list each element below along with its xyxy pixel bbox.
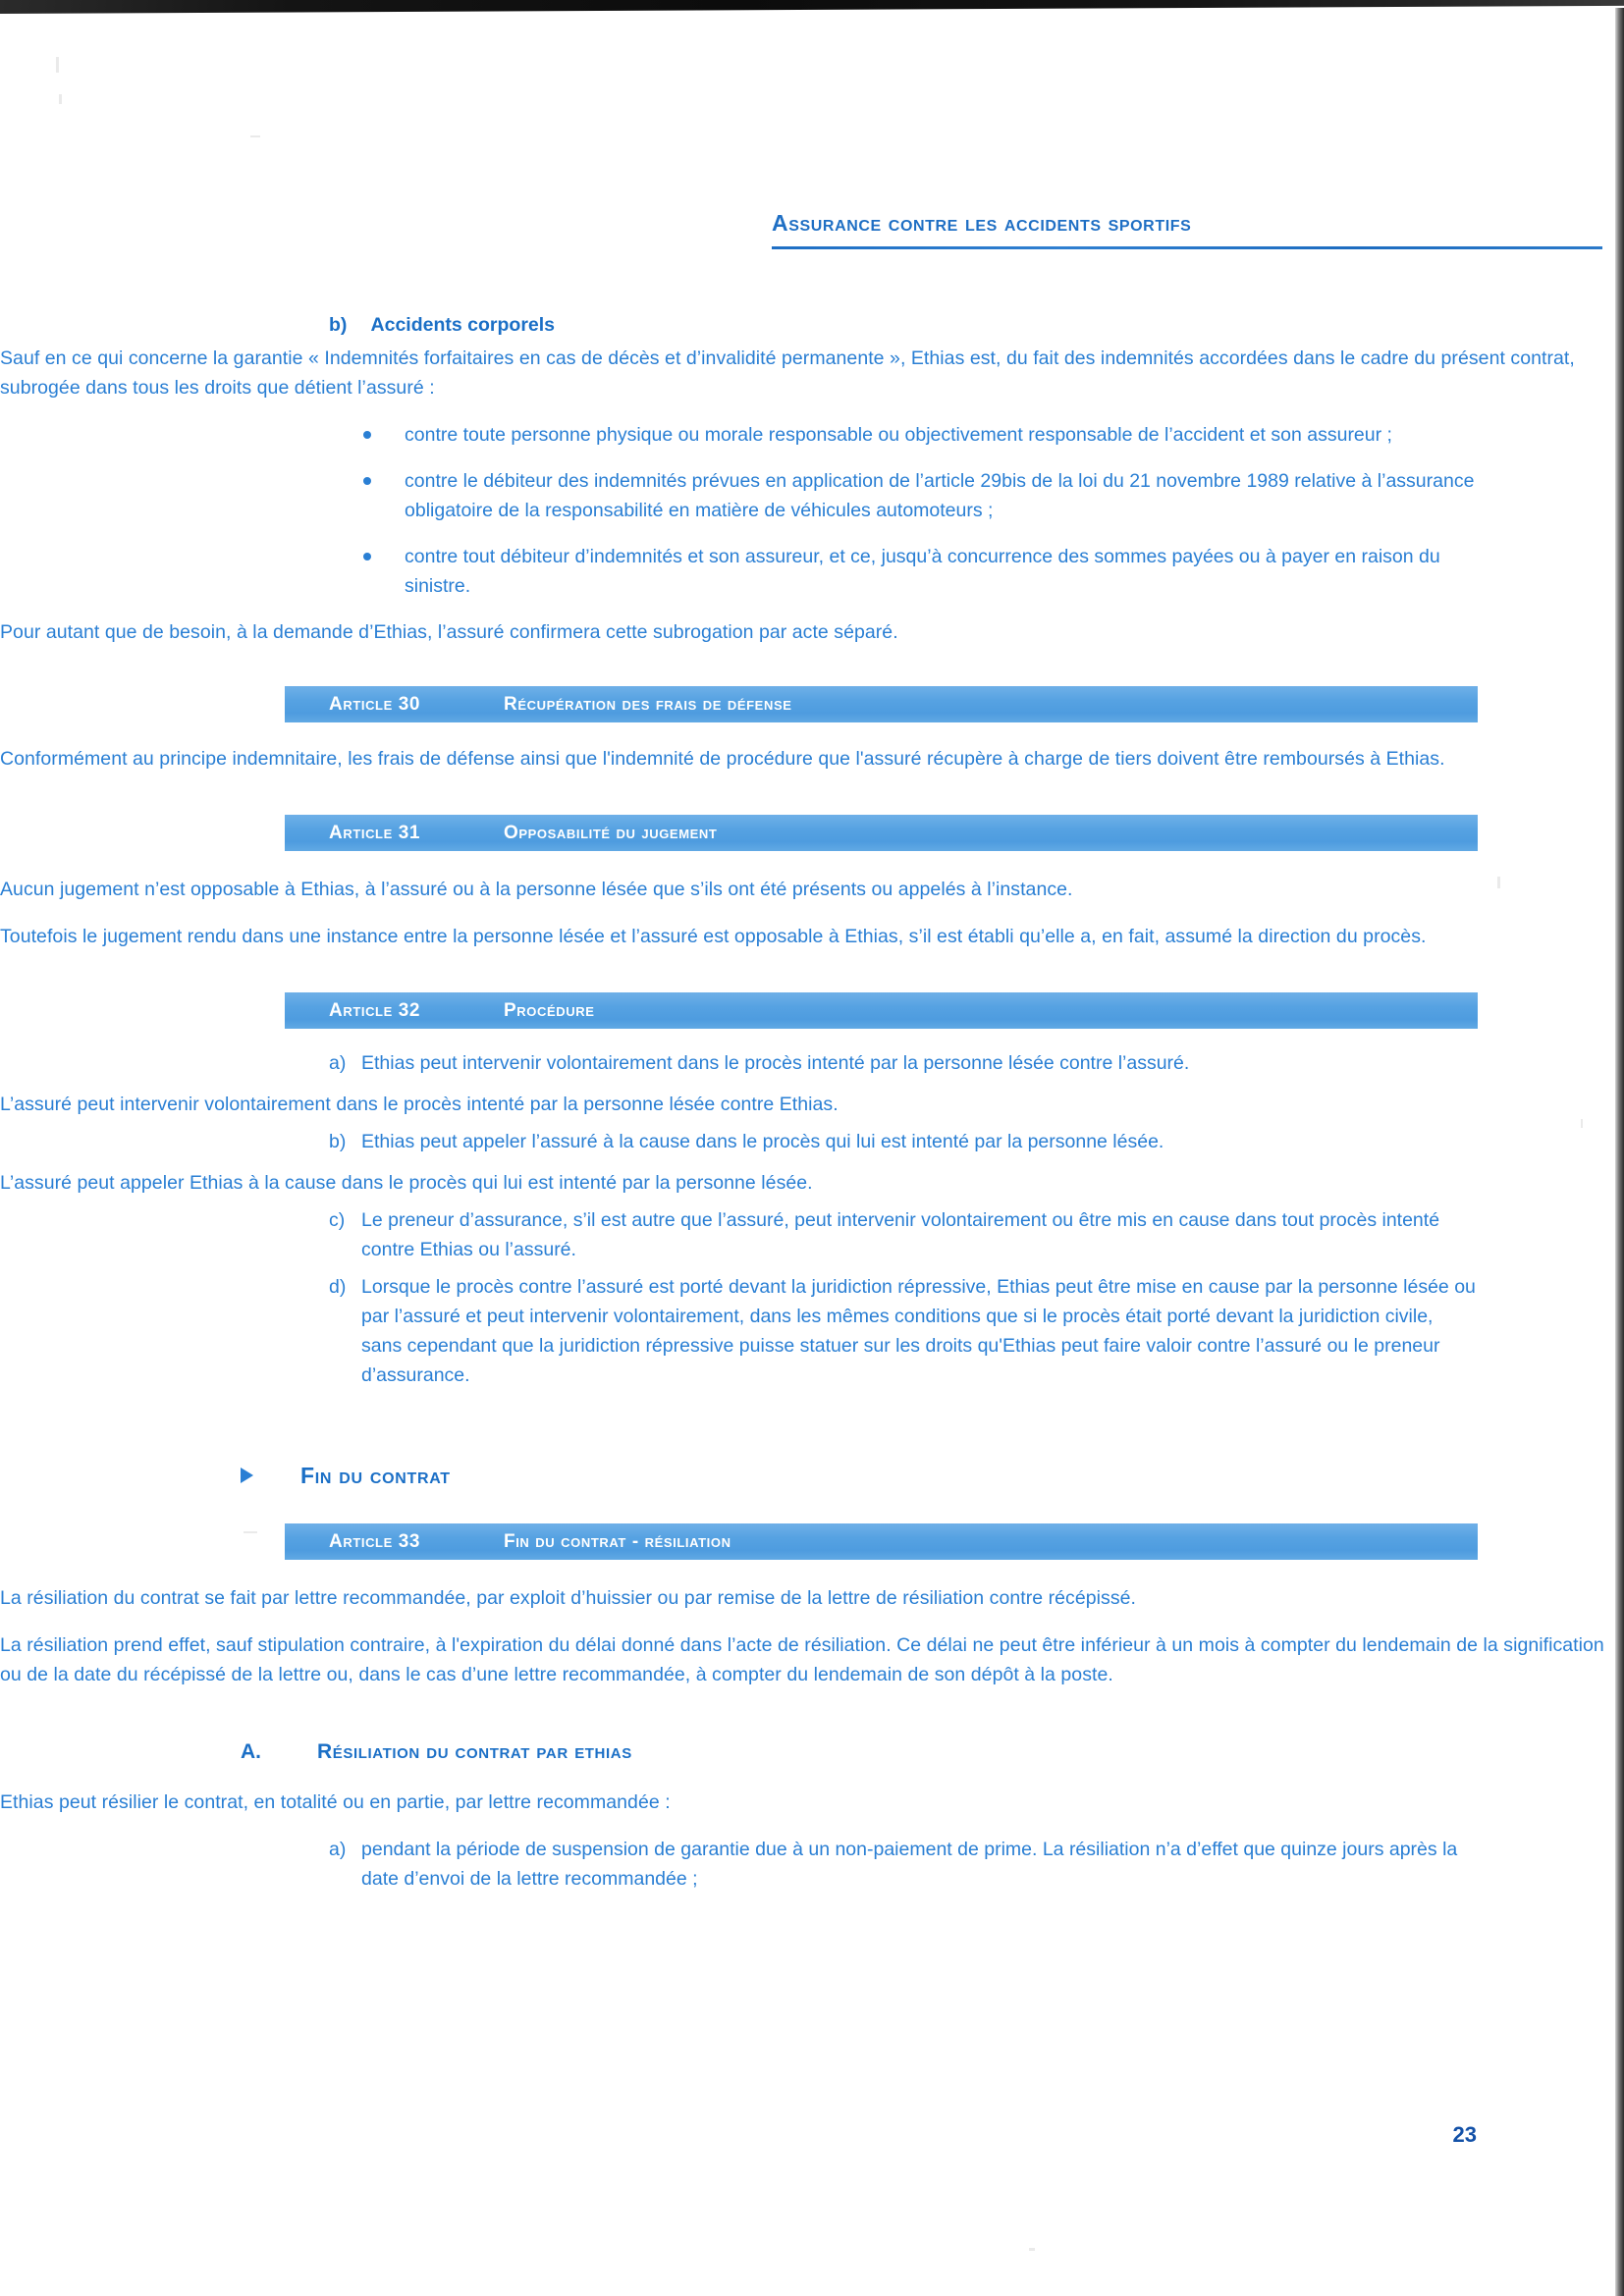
list-item (405, 466, 1477, 525)
article-33-bar (285, 1523, 1478, 1560)
subsection-b-bullet-list (0, 420, 1477, 601)
article-31-bar (285, 815, 1478, 851)
running-head-rule (772, 246, 1602, 249)
section-a-item-a (329, 1835, 1477, 1894)
section-a-heading (241, 1740, 1624, 1764)
list-item (405, 420, 1477, 450)
subsection-b-intro: Sauf en ce qui concerne la garantie « Indemnités forfaitaires en cas de décès et d’invalidité permanente », Ethias est, du fait des indemnités accordées dans le cadre du présent contrat, subrogée dans tous les droits que détient l’assuré : (0, 347, 1575, 399)
list-item-text: Le preneur d’assurance, s’il est autre que l’assuré, peut intervenir volontairement ou être mis en cause dans tout procès intenté contre Ethias ou l’assuré. (361, 1209, 1440, 1260)
article-33-paragraph-2: La résiliation prend effet, sauf stipulation contraire, à l'expiration du délai donné dans l’acte de résiliation. Ce délai ne peut être inférieur à un mois à compter du lendemain de la signification ou de la date du récépissé de la lettre ou, dans le cas d’une lettre recommandée, à compter du lendemain de son dépôt à la poste. (0, 1634, 1604, 1685)
list-item-text: contre tout débiteur d’indemnités et son assureur, et ce, jusqu’à concurrence des sommes payées ou à payer en raison du sinistre. (405, 546, 1440, 597)
list-marker: a) (329, 1839, 347, 1860)
list-item-text: Ethias peut appeler l’assuré à la cause dans le procès qui lui est intenté par la personne lésée. (361, 1131, 1164, 1152)
section-a-letter: A. (241, 1740, 261, 1763)
list-marker: b) (329, 1131, 347, 1152)
list-item (405, 542, 1477, 601)
article-30-number: Article 30 (329, 693, 421, 715)
article-32-item-b (329, 1127, 1477, 1156)
list-marker: c) (329, 1209, 346, 1231)
article-32-item-d (329, 1272, 1477, 1390)
article-30-title: récupération des frais de défense (504, 693, 792, 715)
article-31-number: Article 31 (329, 822, 421, 843)
article-32-item-c (329, 1205, 1477, 1264)
article-31-paragraph-2: Toutefois le jugement rendu dans une instance entre la personne lésée et l’assuré est opposable à Ethias, s’il est établi qu’elle a, en fait, assumé la direction du procès. (0, 926, 1427, 947)
bullet-icon (363, 477, 371, 485)
running-head (772, 210, 1604, 249)
chapter-heading-fin-du-contrat (241, 1459, 1624, 1492)
article-31-paragraph-1: Aucun jugement n’est opposable à Ethias, à l’assuré ou à la personne lésée que s’ils ont été présents ou appelés à l’instance. (0, 879, 1073, 900)
bullet-icon (363, 431, 371, 439)
list-marker: d) (329, 1276, 347, 1298)
running-head-title: Assurance contre les accidents sportifs (772, 210, 1192, 236)
article-30-bar (285, 686, 1478, 722)
chapter-title: Fin du contrat (300, 1462, 451, 1488)
article-31-title: opposabilité du jugement (504, 822, 718, 843)
list-item-text: Lorsque le procès contre l’assuré est porté devant la juridiction répressive, Ethias peut être mise en cause par la personne lésée ou par l’assuré et peut intervenir volontairement, dans les mêmes conditions que si le procès était porté devant la juridiction civile, sans cependant que la juridiction répressive puisse statuer sur les droits qu'Ethias peut faire valoir contre l’assuré ou le preneur d’assurance. (361, 1276, 1476, 1386)
article-32-number: Article 32 (329, 999, 421, 1021)
article-32-item-a (329, 1048, 1477, 1078)
article-33-paragraph-1: La résiliation du contrat se fait par lettre recommandée, par exploit d’huissier ou par remise de la lettre de résiliation contre récépissé. (0, 1587, 1136, 1609)
article-32-item-a-follow: L’assuré peut intervenir volontairement dans le procès intenté par la personne lésée contre Ethias. (0, 1094, 839, 1115)
section-a-intro: Ethias peut résilier le contrat, en totalité ou en partie, par lettre recommandée : (0, 1791, 671, 1813)
article-33-title: fin du contrat - résiliation (504, 1530, 731, 1552)
triangle-right-icon (241, 1468, 253, 1483)
list-item-text: contre le débiteur des indemnités prévues en application de l’article 29bis de la loi du 21 novembre 1989 relative à l’assurance obligatoire de la responsabilité en matière de véhicules automoteurs ; (405, 470, 1475, 521)
article-30-paragraph: Conformément au principe indemnitaire, les frais de défense ainsi que l'indemnité de procédure que l'assuré récupère à charge de tiers doivent être remboursés à Ethias. (0, 748, 1445, 770)
subsection-b-closing: Pour autant que de besoin, à la demande d’Ethias, l’assuré confirmera cette subrogation par acte séparé. (0, 621, 898, 643)
body-column (0, 310, 1624, 1894)
article-32-title: procédure (504, 999, 595, 1021)
list-item-text: pendant la période de suspension de garantie due à un non-paiement de prime. La résiliation n’a d’effet que quinze jours après la date d’envoi de la lettre recommandée ; (361, 1839, 1458, 1890)
list-item-text: Ethias peut intervenir volontairement dans le procès intenté par la personne lésée contre l’assuré. (361, 1052, 1190, 1074)
subsection-b-title: Accidents corporels (370, 314, 556, 336)
section-a-title: résiliation du contrat par ethias (317, 1740, 632, 1763)
subsection-b-marker: b) (329, 314, 348, 336)
list-item-text: contre toute personne physique ou morale responsable ou objectivement responsable de l’accident et son assureur ; (405, 424, 1392, 446)
bullet-icon (363, 553, 371, 561)
article-32-bar (285, 992, 1478, 1029)
article-33-number: Article 33 (329, 1530, 421, 1552)
article-32-item-b-follow: L’assuré peut appeler Ethias à la cause dans le procès qui lui est intenté par la personne lésée. (0, 1172, 813, 1194)
subsection-b-heading (329, 310, 1624, 340)
page-number: 23 (1452, 2122, 1477, 2147)
list-marker: a) (329, 1052, 347, 1074)
